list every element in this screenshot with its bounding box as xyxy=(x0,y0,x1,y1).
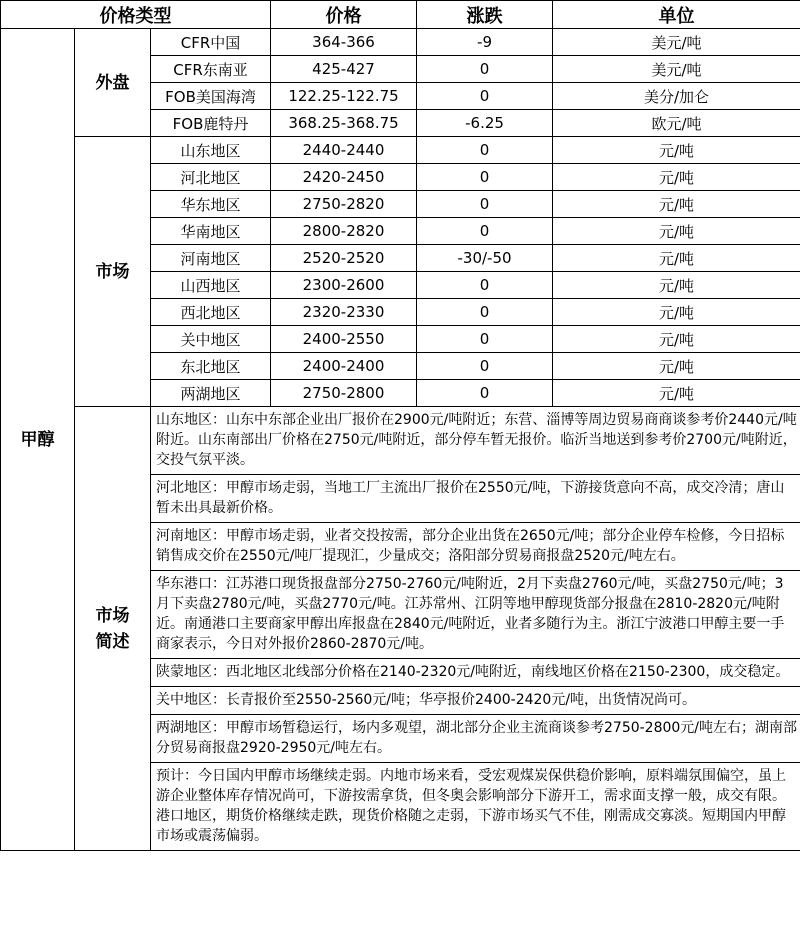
row-unit: 欧元/吨 xyxy=(553,110,800,137)
row-change: 0 xyxy=(417,83,553,110)
row-price: 2440-2440 xyxy=(271,137,417,164)
row-price: 122.25-122.75 xyxy=(271,83,417,110)
row-unit: 元/吨 xyxy=(553,245,800,272)
row-unit: 元/吨 xyxy=(553,137,800,164)
row-name: CFR东南亚 xyxy=(151,56,271,83)
row-unit: 元/吨 xyxy=(553,191,800,218)
row-price: 2400-2400 xyxy=(271,353,417,380)
row-name: 华南地区 xyxy=(151,218,271,245)
row-change: 0 xyxy=(417,164,553,191)
row-change: 0 xyxy=(417,191,553,218)
row-change: -30/-50 xyxy=(417,245,553,272)
row-price: 364-366 xyxy=(271,29,417,56)
row-unit: 元/吨 xyxy=(553,326,800,353)
row-unit: 元/吨 xyxy=(553,299,800,326)
header-price-type: 价格类型 xyxy=(1,1,271,29)
row-change: 0 xyxy=(417,326,553,353)
row-name: FOB美国海湾 xyxy=(151,83,271,110)
row-name: CFR中国 xyxy=(151,29,271,56)
row-unit: 元/吨 xyxy=(553,353,800,380)
row-change: 0 xyxy=(417,380,553,407)
row-name: 山东地区 xyxy=(151,137,271,164)
row-change: 0 xyxy=(417,353,553,380)
row-price: 2300-2600 xyxy=(271,272,417,299)
summary-hebei: 河北地区：甲醇市场走弱，当地工厂主流出厂报价在2550元/吨，下游接货意向不高，成交冷清；唐山暂未出具最新价格。 xyxy=(151,475,800,523)
row-price: 368.25-368.75 xyxy=(271,110,417,137)
row-unit: 美元/吨 xyxy=(553,29,800,56)
row-price: 2750-2820 xyxy=(271,191,417,218)
row-unit: 美元/吨 xyxy=(553,56,800,83)
group-summary xyxy=(75,407,151,851)
header-row xyxy=(1,1,800,29)
row-name: 两湖地区 xyxy=(151,380,271,407)
row-change: 0 xyxy=(417,137,553,164)
row-change: 0 xyxy=(417,56,553,83)
row-change: -6.25 xyxy=(417,110,553,137)
summary-forecast: 预计：今日国内甲醇市场继续走弱。内地市场来看，受宏观煤炭保供稳价影响，原料端氛围偏空，虽上游企业整体库存情况尚可，下游按需拿货，但冬奥会影响部分下游开工，需求面支撑一般，成交有限。港口地区，期货价格继续走跌，现货价格随之走弱，下游市场买气不佳，刚需成交寡淡。短期国内甲醇市场或震荡偏弱。 xyxy=(151,763,800,851)
group-market: 市场 xyxy=(75,137,151,407)
summary-row xyxy=(1,407,800,475)
row-name: 华东地区 xyxy=(151,191,271,218)
row-change: -9 xyxy=(417,29,553,56)
summary-east-china-port: 华东港口：江苏港口现货报盘部分2750-2760元/吨附近，2月下卖盘2760元/吨，买盘2750元/吨；3月下卖盘2780元/吨，买盘2770元/吨。江苏常州、江阴等地甲醇现货部分报盘在2810-2820元/吨附近。南通港口主要商家甲醇出库报盘在2840元/吨附近，业者多随行为主。浙江宁波港口甲醇主要一手商家表示，今日对外报价2860-2870元/吨。 xyxy=(151,571,800,659)
header-price: 价格 xyxy=(271,1,417,29)
row-name: 河南地区 xyxy=(151,245,271,272)
row-unit: 元/吨 xyxy=(553,272,800,299)
row-price: 2520-2520 xyxy=(271,245,417,272)
row-price: 2420-2450 xyxy=(271,164,417,191)
summary-shandong: 山东地区：山东中东部企业出厂报价在2900元/吨附近；东营、淄博等周边贸易商商谈参考价2440元/吨附近。山东南部出厂价格在2750元/吨附近，部分停车暂无报价。临沂当地送到参考价2700元/吨附近，交投气氛平淡。 xyxy=(151,407,800,475)
table-row xyxy=(1,29,800,56)
summary-henan: 河南地区：甲醇市场走弱，业者交投按需，部分企业出货在2650元/吨；部分企业停车检修，今日招标销售成交价在2550元/吨厂提现汇，少量成交；洛阳部分贸易商报盘2520元/吨左右。 xyxy=(151,523,800,571)
row-name: FOB鹿特丹 xyxy=(151,110,271,137)
row-name: 西北地区 xyxy=(151,299,271,326)
group-external: 外盘 xyxy=(75,29,151,137)
summary-lianghu: 两湖地区：甲醇市场暂稳运行，场内多观望，湖北部分企业主流商谈参考2750-2800元/吨左右；湖南部分贸易商报盘2920-2950元/吨左右。 xyxy=(151,715,800,763)
summary-shaanxi-mongolia: 陕蒙地区：西北地区北线部分价格在2140-2320元/吨附近，南线地区价格在2150-2300，成交稳定。 xyxy=(151,659,800,687)
row-change: 0 xyxy=(417,299,553,326)
product-label: 甲醇 xyxy=(1,29,75,851)
row-name: 东北地区 xyxy=(151,353,271,380)
row-name: 河北地区 xyxy=(151,164,271,191)
table-row xyxy=(1,137,800,164)
group-summary-label: 市场简述 xyxy=(95,605,130,652)
row-price: 2400-2550 xyxy=(271,326,417,353)
row-unit: 元/吨 xyxy=(553,218,800,245)
row-price: 2320-2330 xyxy=(271,299,417,326)
row-price: 425-427 xyxy=(271,56,417,83)
row-name: 山西地区 xyxy=(151,272,271,299)
row-change: 0 xyxy=(417,218,553,245)
row-unit: 元/吨 xyxy=(553,380,800,407)
row-unit: 美分/加仑 xyxy=(553,83,800,110)
header-unit: 单位 xyxy=(553,1,800,29)
summary-guanzhong: 关中地区：长青报价至2550-2560元/吨；华亭报价2400-2420元/吨，出货情况尚可。 xyxy=(151,687,800,715)
row-name: 关中地区 xyxy=(151,326,271,353)
row-change: 0 xyxy=(417,272,553,299)
header-change: 涨跌 xyxy=(417,1,553,29)
row-price: 2800-2820 xyxy=(271,218,417,245)
row-unit: 元/吨 xyxy=(553,164,800,191)
row-price: 2750-2800 xyxy=(271,380,417,407)
